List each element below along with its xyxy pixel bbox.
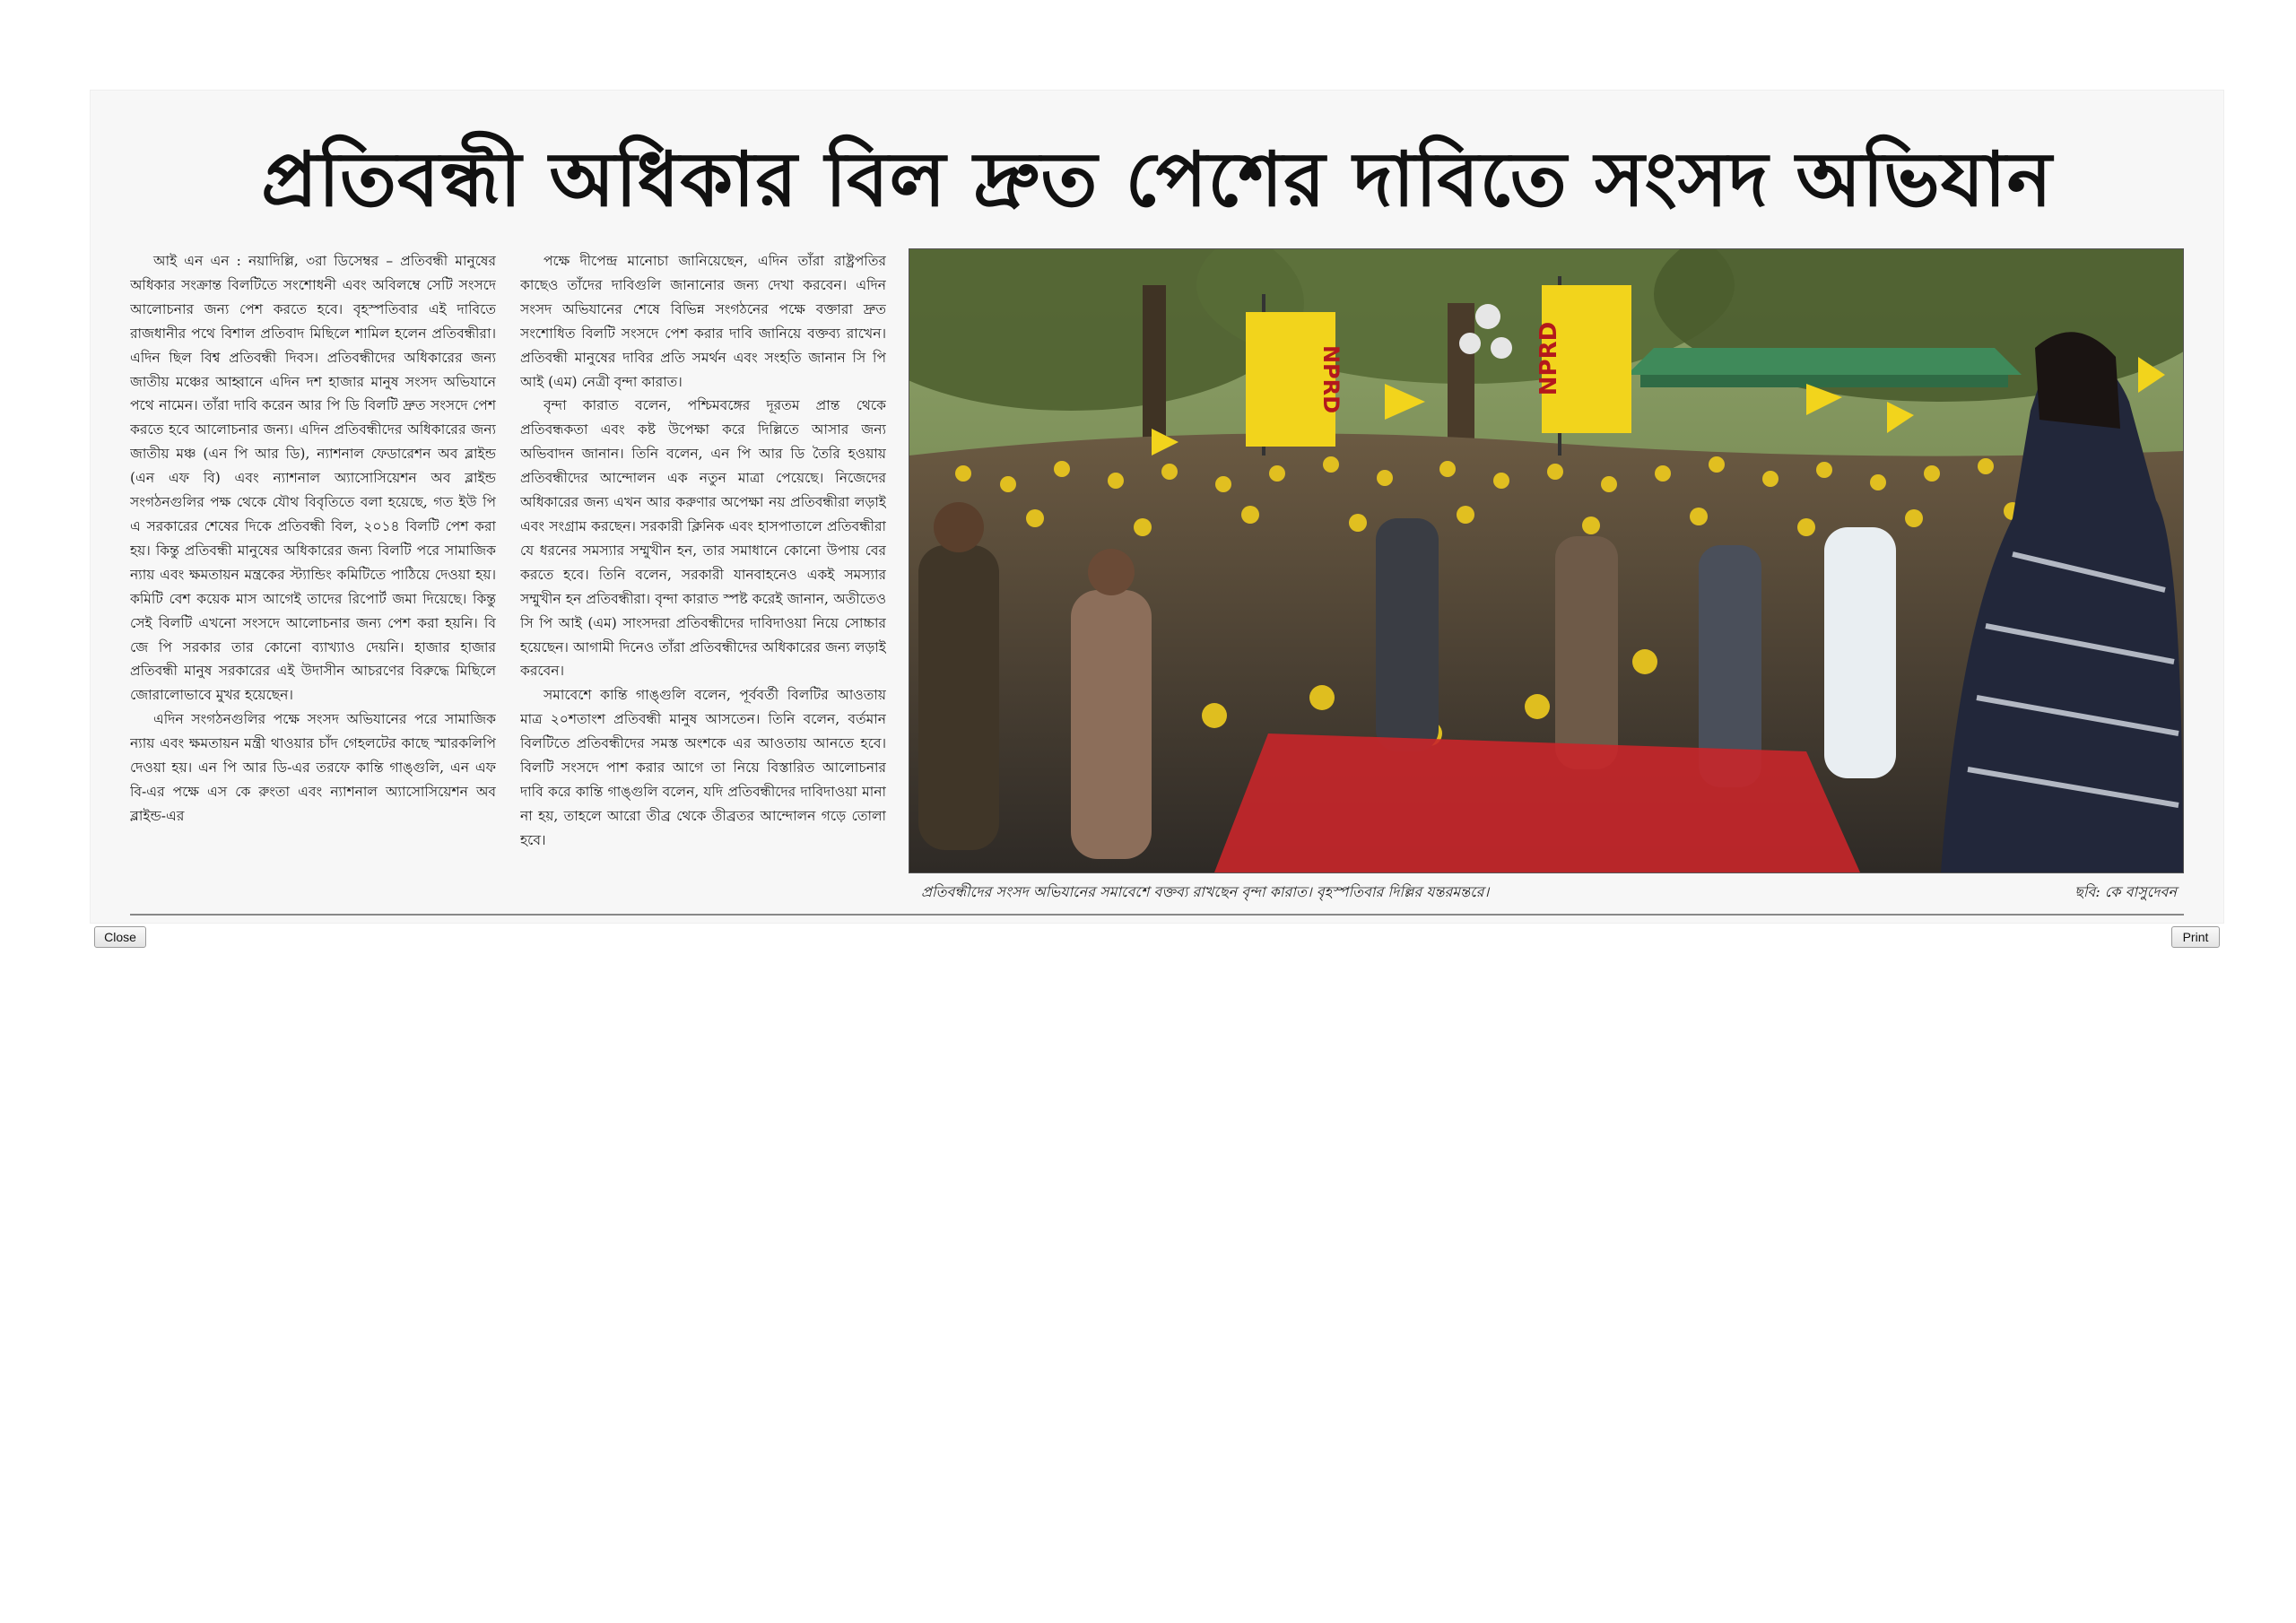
divider: [130, 914, 2184, 916]
article-paragraph: সমাবেশে কান্তি গাঙ্গুলি বলেন, পূর্ববর্তী বিলটির আওতায় মাত্র ২০শতাংশ প্রতিবন্ধী মানুষ আসতেন। তিনি বলেন, বর্তমান বিলটিতে প্রতিবন্ধীদের সমস্ত অংশকে এর আওতায় আনতে হবে। বিলটি সংসদে পাশ করার আগে তা নিয়ে বিস্তারিত আলোচনার দাবি করে কান্তি গাঙ্গুলি বলেন, যদি প্রতিবন্ধীদের দাবিদাওয়া মানা না হয়, তাহলে আরো তীব্র থেকে তীব্রতর আন্দোলন গড়ে তোলা হবে।: [520, 687, 886, 848]
banner-left-text: NPRD: [1318, 344, 1344, 414]
photo-caption: [921, 881, 2177, 904]
print-button[interactable]: Print: [2171, 926, 2220, 948]
article-headline: প্রতিবন্ধী অধিকার বিল দ্রুত পেশের দাবিতে সংসদ অভিযান: [261, 135, 2053, 223]
article-column-1: [130, 249, 496, 899]
rally-photo-illustration: [909, 249, 2183, 872]
banner-right-text: NPRD: [1535, 321, 1562, 396]
close-button[interactable]: Close: [94, 926, 146, 948]
article-paragraph: এদিন সংগঠনগুলির পক্ষে সংসদ অভিযানের পরে সামাজিক ন্যায় এবং ক্ষমতায়ন মন্ত্রী থাওয়ার চাঁদ গেহলটের কাছে স্মারকলিপি দেওয়া হয়। এন পি আর ডি-এর তরফে কান্তি গাঙ্গুলি, এন এফ বি-এর পক্ষে এস কে রুংতা এবং ন্যাশনাল অ্যাসোসিয়েশন অব ব্লাইন্ড-এর: [130, 711, 496, 824]
photo-credit: ছবি: কে বাসুদেবন: [2074, 883, 2177, 900]
article-paragraph: আই এন এন : নয়াদিল্লি, ৩রা ডিসেম্বর – প্রতিবন্ধী মানুষের অধিকার সংক্রান্ত বিলটিতে সংশোধনী এবং অবিলম্বে সেটি সংসদে আলোচনার জন্য পেশ করতে হবে। বৃহস্পতিবার এই দাবিতে রাজধানীর পথে বিশাল প্রতিবাদ মিছিলে শামিল হলেন প্রতিবন্ধীরা। এদিন ছিল বিশ্ব প্রতিবন্ধী দিবস। প্রতিবন্ধীদের অধিকারের জন্য জাতীয় মঞ্চের আহ্বানে এদিন দশ হাজার মানুষ সংসদ অভিযানে পথে নামেন। তাঁরা দাবি করেন আর পি ডি বিলটি দ্রুত সংসদে পেশ করতে হবে আলোচনার জন্য। এদিন প্রতিবন্ধীদের অধিকারের জন্য জাতীয় মঞ্চ (এন পি আর ডি), ন্যাশনাল ফেডারেশন অব ব্লাইন্ড (এন এফ বি) এবং ন্যাশনাল অ্যাসোসিয়েশন অব ব্লাইন্ড সংগঠনগুলির পক্ষ থেকে যৌথ বিবৃতিতে বলা হয়েছে, গত ইউ পি এ সরকারের শেষের দিকে প্রতিবন্ধী বিল, ২০১৪ বিলটি পেশ করা হয়। কিন্তু প্রতিবন্ধী মানুষের অধিকারের জন্য বিলটি পরে সামাজিক ন্যায় এবং ক্ষমতায়ন মন্ত্রকের স্ট্যান্ডিং কমিটিতে পাঠিয়ে দেওয়া হয়। কমিটি বেশ কয়েক মাস আগেই তাদের রিপোর্ট জমা দিয়েছে। কিন্তু সেই বিলটি এখনো সংসদে আলোচনার জন্য পেশ করা হয়নি। বি জে পি সরকার তার কোনো ব্যাখ্যাও দেয়নি। হাজার হাজার প্রতিবন্ধী মানুষ সরকারের এই উদাসীন আচরণের বিরুদ্ধে মিছিলে জোরালোভাবে মুখর হয়েছেন।: [130, 253, 496, 704]
article-paragraph: বৃন্দা কারাত বলেন, পশ্চিমবঙ্গের দূরতম প্রান্ত থেকে প্রতিবন্ধকতা এবং কষ্ট উপেক্ষা করে দিল্লিতে আসার জন্য অভিবাদন জানান। তিনি বলেন, এন পি আর ডি তৈরি হওয়ায় প্রতিবন্ধীদের আন্দোলন এক নতুন মাত্রা পেয়েছে। নিজেদের অধিকারের জন্য এখন আর করুণার অপেক্ষা নয় প্রতিবন্ধীরা লড়াই এবং সংগ্রাম করছেন। সরকারী ক্লিনিক এবং হাসপাতালে প্রতিবন্ধীরা যে ধরনের সমস্যার সম্মুখীন হন, তার সমাধানে কোনো উপায় বের করতে হবে। তিনি বলেন, সরকারী যানবাহনেও একই সমস্যার সম্মুখীন হন প্রতিবন্ধীরা। বৃন্দা কারাত স্পষ্ট করেই জানান, অতীতেও সি পি আই (এম) সাংসদরা প্রতিবন্ধীদের দাবিদাওয়া নিয়ে সোচ্চার হয়েছেন। আগামী দিনেও তাঁরা প্রতিবন্ধীদের অধিকারের জন্য লড়াই করবেন।: [520, 397, 886, 680]
article-paragraph: পক্ষে দীপেন্দ্র মানোচা জানিয়েছেন, এদিন তাঁরা রাষ্ট্রপতির কাছেও তাঁদের দাবিগুলি জানানোর জন্য দেখা করবেন। এদিন সংসদ অভিযানের শেষে বিভিন্ন সংগঠনের পক্ষে বক্তারা দ্রুত সংশোধিত বিলটি সংসদে পেশ করার দাবি জানিয়ে বক্তব্য রাখেন। প্রতিবন্ধী মানুষের দাবির প্রতি সমর্থন এবং সংহতি জানান সি পি আই (এম) নেত্রী বৃন্দা কারাত।: [520, 253, 886, 390]
rally-photo: [909, 248, 2184, 873]
article-column-2: [520, 249, 886, 899]
photo-caption-text: প্রতিবন্ধীদের সংসদ অভিযানের সমাবেশে বক্তব্য রাখছেন বৃন্দা কারাত। বৃহস্পতিবার দিল্লির যন্তরমন্তরে।: [921, 883, 1490, 900]
